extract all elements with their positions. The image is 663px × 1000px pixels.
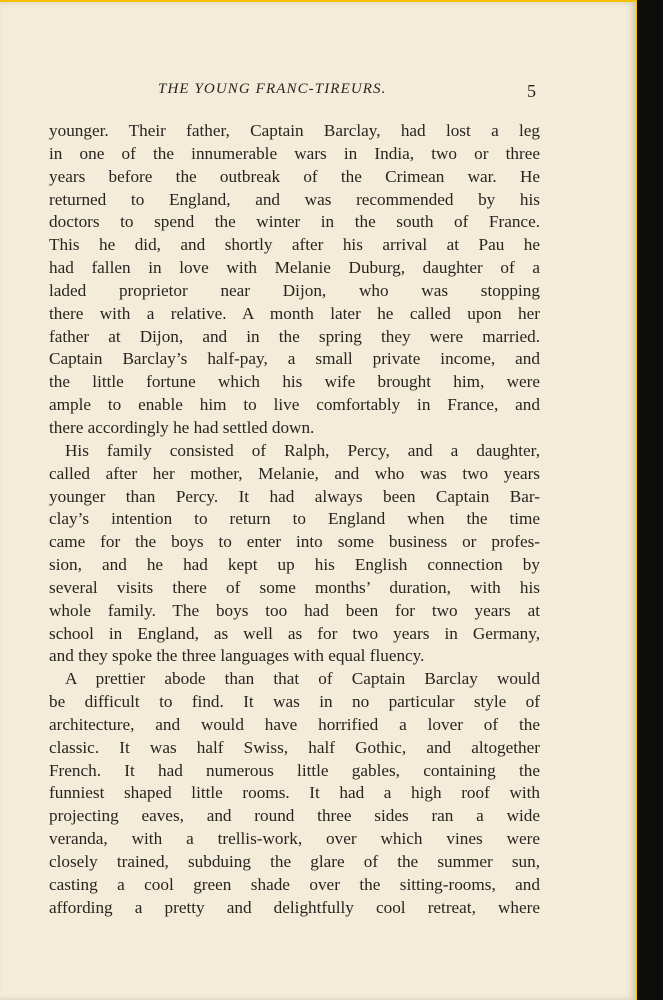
text-line: younger. Their father, Captain Barclay, had lost a leg (49, 121, 540, 140)
page-header (0, 81, 636, 105)
text-line: younger than Percy. It had always been Captain Bar- (49, 486, 540, 506)
text-line: and they spoke the three languages with equal fluency. (49, 646, 425, 666)
text-line: architecture, and would have horrified a lover of the (49, 714, 540, 734)
text-line: whole family. The boys too had been for two years at (49, 600, 540, 620)
text-line: school in England, as well as for two years in Germany, (49, 623, 540, 643)
paragraph-start-line: His family consisted of Ralph, Percy, and a daughter, (65, 440, 540, 460)
text-line: several visits there of some months’ duration, with his (49, 577, 540, 597)
text-line: clay’s intention to return to England when the time (49, 509, 540, 529)
text-line: had fallen in love with Melanie Duburg, daughter of a (49, 258, 540, 278)
text-line: be difficult to find. It was in no particular style of (49, 692, 540, 712)
text-line: affording a pretty and delightfully cool retreat, where (49, 897, 540, 917)
text-line: casting a cool green shade over the sitting-rooms, and (49, 874, 540, 894)
text-line: the little fortune which his wife brought him, were (49, 372, 540, 392)
text-line: classic. It was half Swiss, half Gothic, and altogether (49, 737, 540, 757)
text-line: veranda, with a trellis-work, over which vines were (49, 829, 540, 849)
text-line: returned to England, and was recommended by his (49, 189, 540, 209)
text-line: ample to enable him to live comfortably in France, and (49, 395, 540, 415)
book-page (0, 2, 636, 1000)
text-line: doctors to spend the winter in the south of France. (49, 212, 540, 232)
running-title: THE YOUNG FRANC-TIREURS. (158, 81, 387, 97)
text-line: closely trained, subduing the glare of the summer sun, (49, 852, 540, 871)
text-line: sion, and he had kept up his English connection by (49, 555, 540, 575)
text-line: in one of the innumerable wars in India, two or three (49, 143, 540, 163)
page-number: 5 (527, 81, 536, 101)
text-line: called after her mother, Melanie, and who was two years (49, 463, 540, 483)
text-line: This he did, and shortly after his arrival at Pau he (49, 235, 540, 255)
text-line: there with a relative. A month later he called upon her (49, 303, 540, 323)
text-line: Captain Barclay’s half-pay, a small private income, and (49, 349, 540, 369)
text-line: laded proprietor near Dijon, who was stopping (49, 280, 540, 300)
text-line: father at Dijon, and in the spring they were married. (49, 326, 540, 346)
text-line: projecting eaves, and round three sides ran a wide (49, 806, 540, 826)
text-line: years before the outbreak of the Crimean war. He (49, 166, 540, 186)
text-line: came for the boys to enter into some business or profes- (49, 532, 540, 552)
page-body (49, 120, 540, 920)
text-line: French. It had numerous little gables, containing the (49, 760, 540, 780)
text-line: funniest shaped little rooms. It had a high roof with (49, 783, 540, 803)
text-line: there accordingly he had settled down. (49, 417, 315, 437)
scanner-edge (637, 0, 663, 1000)
paragraph-start-line: A prettier abode than that of Captain Barclay would (65, 669, 540, 689)
